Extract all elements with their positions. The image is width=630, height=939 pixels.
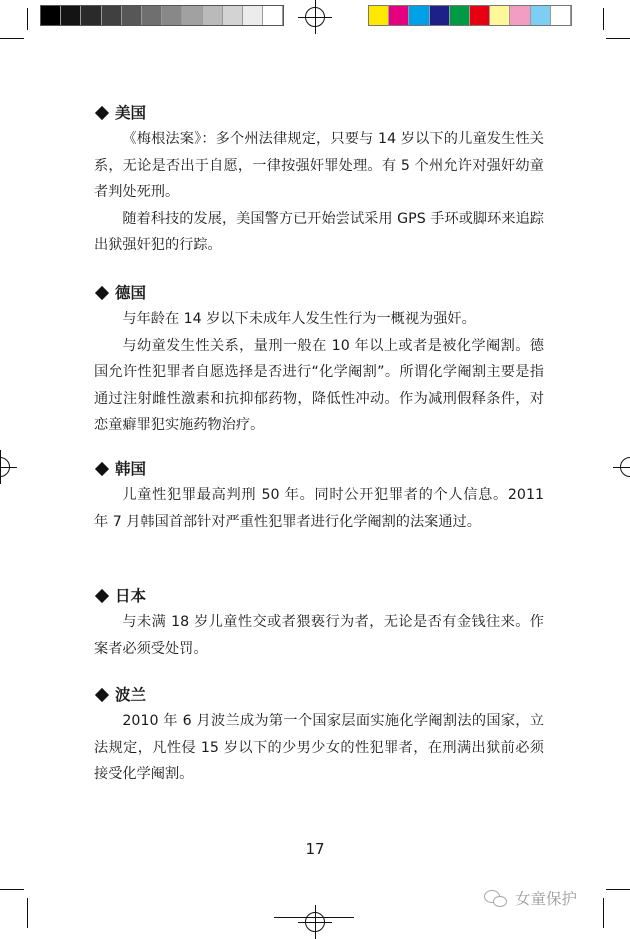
- heading-text: 波兰: [115, 686, 147, 704]
- section-poland: [94, 682, 544, 788]
- color-swatch: [369, 6, 389, 25]
- section-heading: [94, 100, 544, 126]
- process-color-bar: [368, 5, 572, 26]
- crop-mark: [0, 38, 24, 39]
- section-heading: [94, 583, 544, 609]
- diamond-bullet-icon: [95, 589, 109, 603]
- crop-mark: [0, 889, 24, 890]
- heading-text: 美国: [115, 104, 147, 122]
- watermark: [484, 887, 577, 909]
- crop-mark: [603, 8, 604, 30]
- section-heading: [94, 682, 544, 708]
- watermark-text: 女童保护: [515, 890, 578, 908]
- color-swatch: [531, 6, 551, 25]
- color-swatch: [551, 6, 571, 25]
- heading-text: 日本: [115, 587, 147, 605]
- diamond-bullet-icon: [95, 688, 109, 702]
- color-swatch: [409, 6, 429, 25]
- gray-swatch: [61, 6, 81, 25]
- color-swatch: [389, 6, 409, 25]
- gray-swatch: [41, 6, 61, 25]
- gray-swatch: [162, 6, 182, 25]
- crop-mark: [606, 38, 630, 39]
- registration-mark-bottom: [298, 905, 332, 939]
- gray-swatch: [81, 6, 101, 25]
- gray-swatch: [122, 6, 142, 25]
- paragraph: 随着科技的发展，美国警方已开始尝试采用 GPS 手环或脚环来追踪出狱强奸犯的行踪。: [94, 210, 544, 253]
- crop-mark: [606, 889, 630, 890]
- paragraph: 儿童性犯罪最高判刑 50 年。同时公开犯罪者的个人信息。2011 年 7 月韩国首部针对严重性犯罪者进行化学阉割的法案通过。: [94, 487, 544, 530]
- gray-swatch: [182, 6, 202, 25]
- registration-mark-left: [0, 450, 17, 484]
- section-korea: [94, 456, 544, 535]
- registration-mark-top: [298, 0, 332, 34]
- gray-swatch: [203, 6, 223, 25]
- crop-mark: [274, 917, 354, 918]
- gray-swatch: [263, 6, 283, 25]
- paragraph: 2010 年 6 月波兰成为第一个国家层面实施化学阉割法的国家，立法规定，凡性侵 15 岁以下的少男少女的性犯罪者，在刑满出狱前必须接受化学阉割。: [94, 713, 544, 782]
- crop-mark: [27, 8, 28, 30]
- section-japan: [94, 583, 544, 662]
- heading-text: 德国: [115, 284, 147, 302]
- page-number: 17: [305, 840, 325, 858]
- section-germany: [94, 280, 544, 439]
- paragraph: 与幼童发生性关系，量刑一般在 10 年以上或者是被化学阉割。德国允许性犯罪者自愿选择是否进行“化学阉割”。所谓化学阉割主要是指通过注射雌性激素和抗抑郁药物，降低性冲动。作为减刑假释条件，对恋童癖罪犯实施药物治疗。: [94, 337, 544, 433]
- gray-swatch: [223, 6, 243, 25]
- heading-text: 韩国: [115, 460, 147, 478]
- crop-mark: [27, 898, 28, 928]
- crop-mark: [603, 898, 604, 928]
- diamond-bullet-icon: [95, 286, 109, 300]
- color-swatch: [430, 6, 450, 25]
- diamond-bullet-icon: [95, 106, 109, 120]
- registration-mark-right: [613, 450, 630, 484]
- grayscale-color-bar: [40, 5, 284, 26]
- diamond-bullet-icon: [95, 462, 109, 476]
- gray-swatch: [102, 6, 122, 25]
- paragraph: 与未满 18 岁儿童性交或者猥亵行为者，无论是否有金钱往来。作案者必须受处罚。: [94, 614, 544, 657]
- section-usa: [94, 100, 544, 259]
- color-swatch: [510, 6, 530, 25]
- color-swatch: [450, 6, 470, 25]
- color-swatch: [490, 6, 510, 25]
- section-heading: [94, 456, 544, 482]
- paragraph: 《梅根法案》：多个州法律规定，只要与 14 岁以下的儿童发生性关系，无论是否出于自愿，一律按强奸罪处理。有 5 个州允许对强奸幼童者判处死刑。: [94, 131, 544, 200]
- gray-swatch: [243, 6, 263, 25]
- section-heading: [94, 280, 544, 306]
- chat-bubble-icon: [484, 888, 508, 908]
- paragraph: 与年龄在 14 岁以下未成年人发生性行为一概视为强奸。: [122, 311, 476, 327]
- color-swatch: [470, 6, 490, 25]
- gray-swatch: [142, 6, 162, 25]
